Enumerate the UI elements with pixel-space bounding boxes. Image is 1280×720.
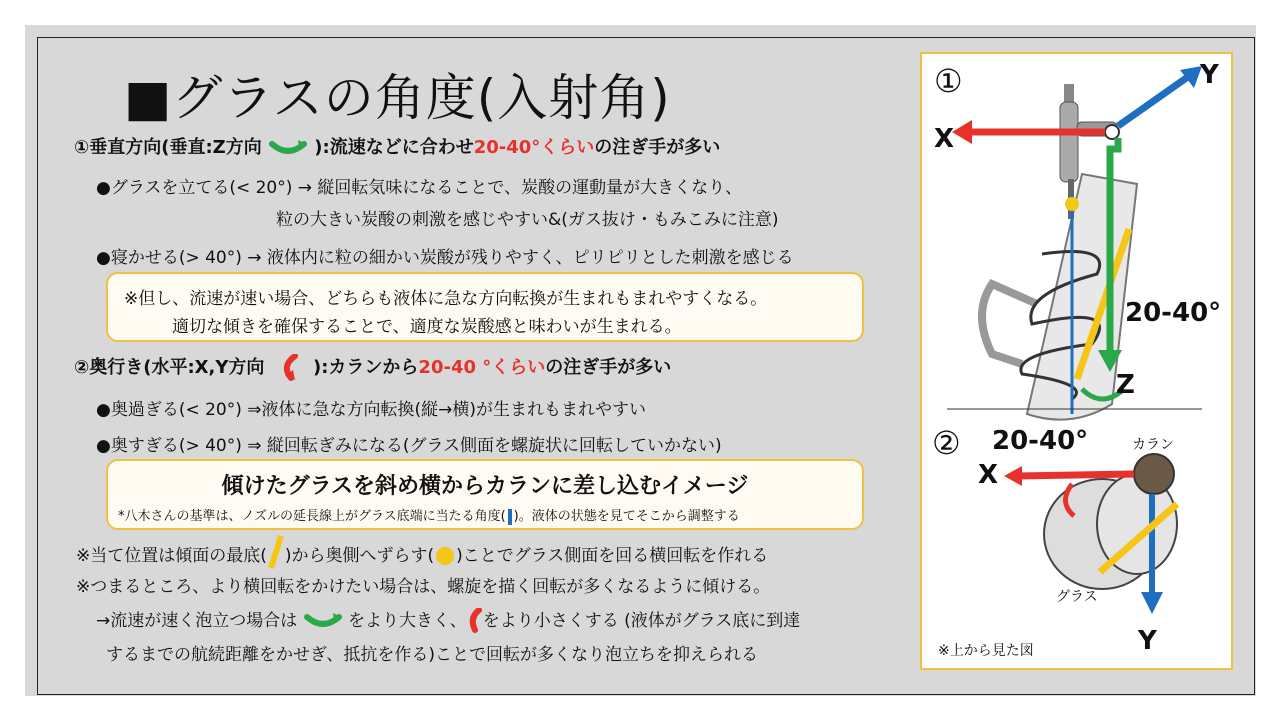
axis-origin <box>1105 125 1119 139</box>
yellow-dot <box>1065 197 1079 211</box>
diagram1-z-label: Z <box>1116 370 1135 400</box>
red-rotation-icon <box>271 354 307 382</box>
glass-label: グラス <box>1056 589 1098 605</box>
diagram2-x-label: X <box>978 460 999 490</box>
note-line2: 適切な傾きを確保することで、適度な炭酸感と味わいが生まれる。 <box>172 317 682 337</box>
section1-line1b: 粒の大きい炭酸の刺激を感じやすい&(ガス抜け・もみこみに注意) <box>276 210 779 230</box>
karan-circle <box>1134 454 1174 494</box>
section1-heading: ①垂直方向(垂直:Z方向 ):流速などに合わせ20-40°くらいの注ぎ手が多い <box>74 137 721 158</box>
diagram-panel <box>920 52 1233 670</box>
diagram2-number: ② <box>932 424 961 462</box>
diagram-svg <box>922 54 1231 668</box>
image-box-title: 傾けたグラスを斜め横からカランに差し込むイメージ <box>221 474 749 499</box>
diagram2-y-label: Y <box>1138 626 1157 656</box>
yellow-line-icon <box>267 534 285 570</box>
section1-line2: ●寝かせる(> 40°) → 液体内に粒の細かい炭酸が残りやすく、ピリピリとした刺激を感じる <box>96 248 794 268</box>
diagram1-x-label: X <box>934 124 955 154</box>
page-title: ■グラスの角度(入射角) <box>124 69 671 127</box>
section2-line1: ●奥過ぎる(< 20°) ⇒液体に急な方向転換(縦→横)が生まれもまれやすい <box>96 400 647 420</box>
glass-mug-illustration <box>982 174 1137 420</box>
section1-line1a: ●グラスを立てる(< 20°) → 縦回転気味になることで、炭酸の運動量が大きくなり、 <box>96 178 743 198</box>
note2: ※つまるところ、より横回転をかけたい場合は、螺旋を描く回転が多くなるように傾ける。 <box>76 577 771 597</box>
diagram2-angle: 20-40° <box>992 426 1089 456</box>
note-box <box>106 272 864 342</box>
diagram1-number: ① <box>934 62 963 100</box>
diagram1-angle: 20-40° <box>1125 298 1222 328</box>
note4: するまでの航続距離をかせぎ、抵抗を作る)ことで回転が多くなり泡立ちを抑えられる <box>106 645 758 665</box>
x-axis-arrow-2 <box>1018 474 1134 476</box>
blue-line-icon <box>508 509 512 525</box>
yellow-dot-icon <box>434 545 456 567</box>
section2-heading: ②奥行き(水平:X,Y方向 ):カランから20-40 °くらいの注ぎ手が多い <box>74 353 671 382</box>
note-line1: ※但し、流速が速い場合、どちらも液体に急な方向転換が生まれもまれやすくなる。 <box>124 289 768 309</box>
note3: →流速が速く泡立つ場合は をより大きく、 をより小さくする (液体がグラス底に到達 <box>96 606 800 634</box>
karan-label: カラン <box>1132 437 1174 453</box>
note1: ※当て位置は傾面の最底( )から奥側へずらす( )ことでグラス側面を回る横回転を作れる <box>76 541 768 570</box>
diagram2-caption: ※上から見た図 <box>938 643 1034 659</box>
green-rotation-icon-small <box>303 611 343 631</box>
green-rotation-icon <box>268 138 308 158</box>
diagram1-y-label: Y <box>1200 60 1219 90</box>
image-box-subtitle: *八木さんの基準は、ノズルの延長線上がグラス底端に当たる角度( )。液体の状態を見てそこから調整する <box>118 509 740 524</box>
image-box <box>106 459 864 530</box>
y-axis-arrow <box>1118 74 1192 126</box>
red-rotation-icon-small <box>467 608 483 634</box>
section2-line2: ●奥すぎる(> 40°) ⇒ 縦回転ぎみになる(グラス側面を螺旋状に回転していかない) <box>96 436 722 456</box>
